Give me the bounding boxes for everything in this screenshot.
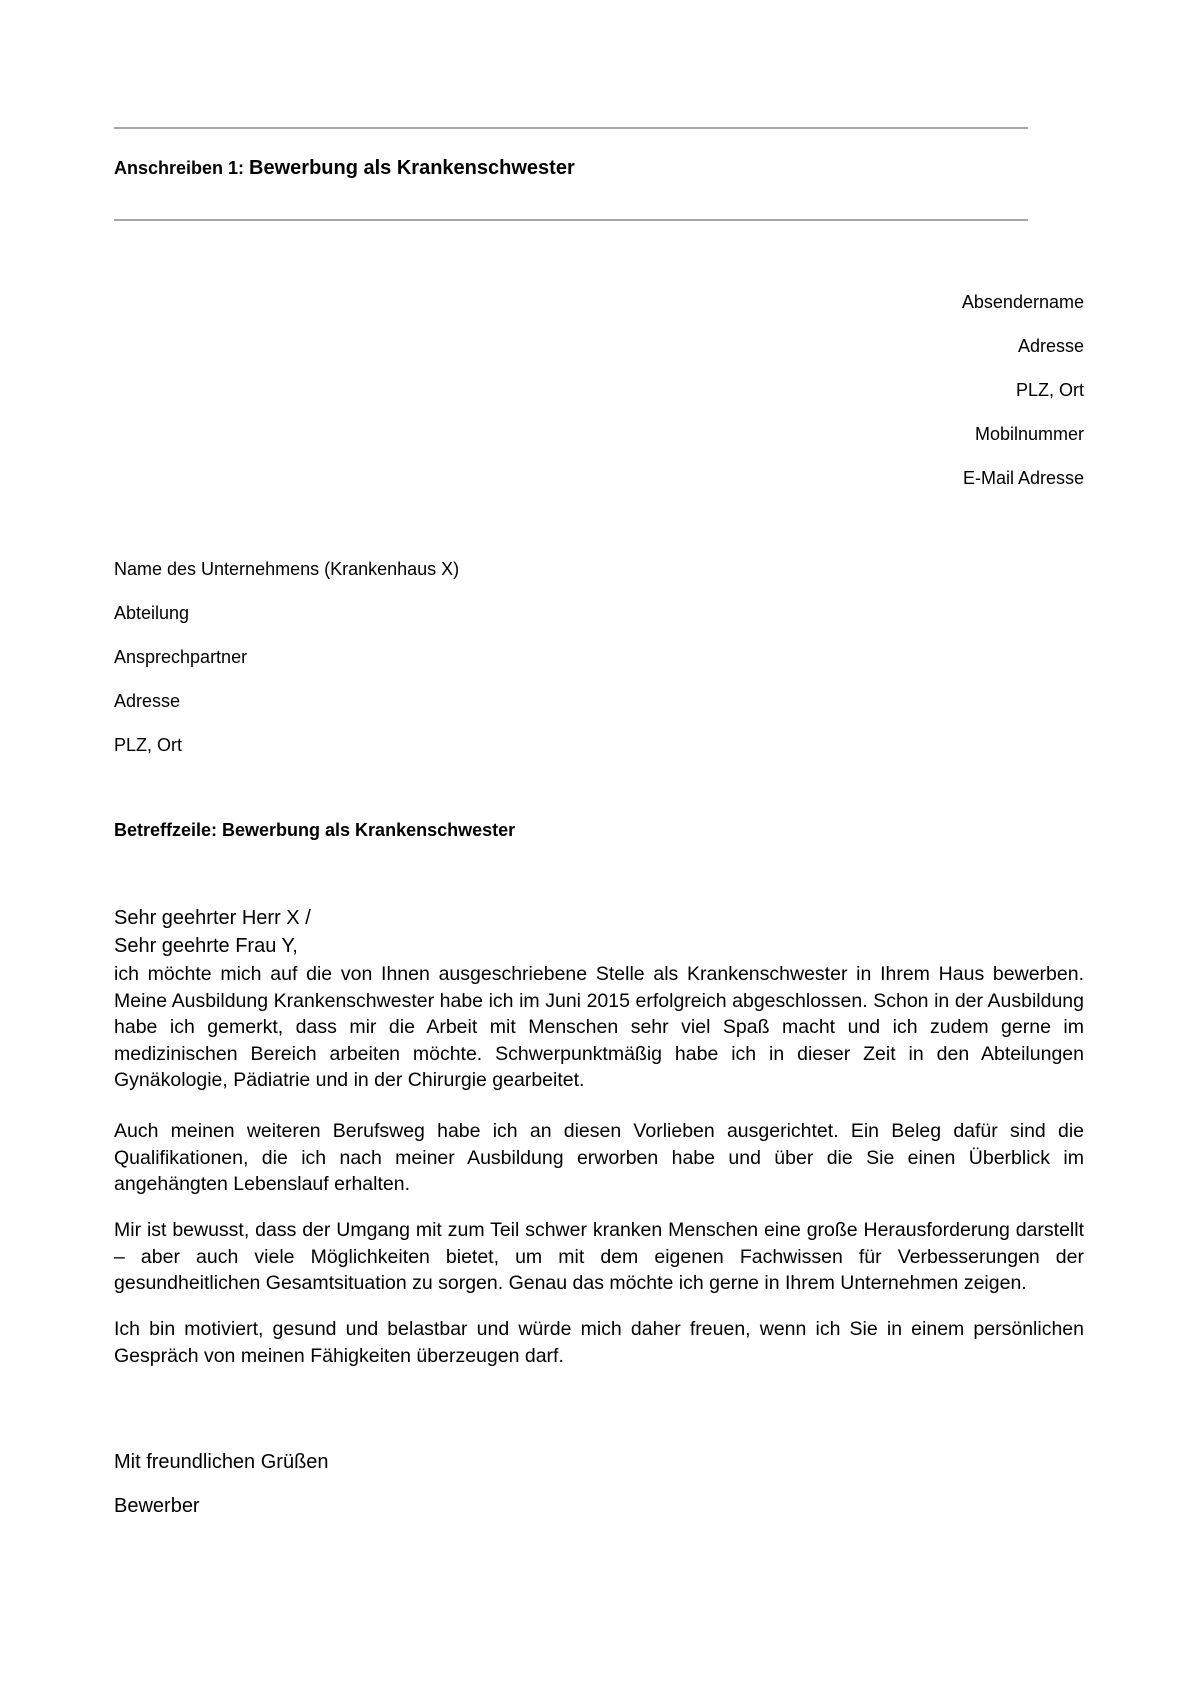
document-title-main: Bewerbung als Krankenschwester <box>249 157 575 179</box>
body-paragraph-1: ich möchte mich auf die von Ihnen ausgeschriebene Stelle als Krankenschwester in Ihrem Haus bewerben. Meine Ausbildung Krankenschwester habe ich im Juni 2015 erfolgreich abgeschlossen. Schon in der Ausbildung habe ich gemerkt, dass mir die Arbeit mit Menschen sehr viel Spaß macht und ich zudem gerne im medizinischen Bereich arbeiten möchte. Schwerpunktmäßig habe ich in dieser Zeit in den Abteilungen Gynäkologie, Pädiatrie und in der Chirurgie gearbeitet. <box>114 963 1084 1091</box>
sender-city: PLZ, Ort <box>1015 380 1084 400</box>
closing-greeting: Mit freundlichen Grüßen <box>114 1451 329 1473</box>
sender-email: E-Mail Adresse <box>962 468 1084 488</box>
recipient-contact: Ansprechpartner <box>114 647 248 667</box>
sender-block <box>962 290 1084 510</box>
header-rule-top <box>114 127 1028 129</box>
recipient-city: PLZ, Ort <box>114 735 183 755</box>
sender-address: Adresse <box>1017 336 1084 356</box>
recipient-block <box>114 557 459 777</box>
body-paragraph-2: Auch meinen weiteren Berufsweg habe ich an diesen Vorlieben ausgerichtet. Ein Beleg dafür sind die Qualifikationen, die ich nach meiner Ausbildung erworben habe und über die Sie einen Überblick im angehängten Lebenslauf erhalten. <box>114 1120 1084 1195</box>
body-paragraph-4: Ich bin motiviert, gesund und belastbar und würde mich daher freuen, wenn ich Sie in einem persönlichen Gespräch von meinen Fähigkeiten überzeugen darf. <box>114 1318 1084 1367</box>
salutation <box>114 904 311 960</box>
document-title <box>114 156 575 180</box>
closing-signature: Bewerber <box>114 1495 200 1517</box>
salutation-line-2: Sehr geehrte Frau Y, <box>114 935 298 957</box>
body-paragraph-3: Mir ist bewusst, dass der Umgang mit zum Teil schwer kranken Menschen eine große Herausforderung darstellt – aber auch viele Möglichkeiten bietet, um mit dem eigenen Fachwissen für Verbesserungen der gesundheitlichen Gesamtsituation zu sorgen. Genau das möchte ich gerne in Ihrem Unternehmen zeigen. <box>114 1219 1084 1294</box>
subject-line: Betreffzeile: Bewerbung als Krankenschwester <box>114 820 516 840</box>
closing-block <box>114 1448 329 1536</box>
recipient-address: Adresse <box>114 691 181 711</box>
recipient-department: Abteilung <box>114 603 190 623</box>
document-title-prefix: Anschreiben 1: <box>114 158 250 178</box>
recipient-company: Name des Unternehmens (Krankenhaus X) <box>114 559 460 579</box>
sender-mobile: Mobilnummer <box>974 424 1084 444</box>
salutation-line-1: Sehr geehrter Herr X / <box>114 907 311 929</box>
header-rule-bottom <box>114 219 1028 221</box>
sender-name: Absendername <box>961 292 1084 312</box>
